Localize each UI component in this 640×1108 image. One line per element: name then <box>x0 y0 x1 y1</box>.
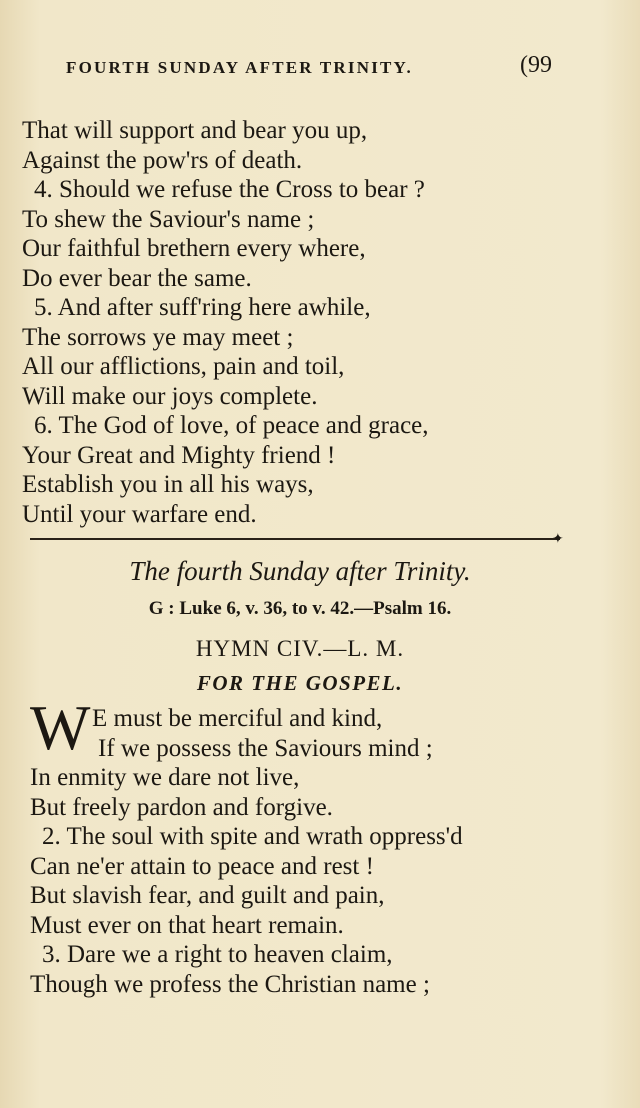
section-title: The fourth Sunday after Trinity. <box>129 556 471 586</box>
verse-line: Will make our joys complete. <box>22 382 318 410</box>
hymn-bottom-verses <box>22 704 602 999</box>
running-header: FOURTH SUNDAY AFTER TRINITY. <box>66 58 413 77</box>
verse-line: Our faithful brethern every where, <box>22 235 366 262</box>
verse-line: Can ne'er attain to peace and rest ! <box>30 852 374 880</box>
hymn-heading: HYMN CIV.—L. M. <box>195 636 405 661</box>
hymn-top-verses <box>22 116 602 529</box>
verse-line: If we possess the Saviours mind ; <box>98 734 433 762</box>
verse-line: 6. The God of love, of peace and grace, <box>34 412 429 439</box>
verse-line: 3. Dare we a right to heaven claim, <box>42 941 393 968</box>
scripture-reference: G : Luke 6, v. 36, to v. 42.—Psalm 16. <box>148 598 452 619</box>
verse-line: E must be merciful and kind, <box>92 705 383 732</box>
verse-line: 5. And after suff'ring here awhile, <box>34 294 371 321</box>
verse-line: That will support and bear you up, <box>22 117 368 144</box>
page-number: (99 <box>520 52 552 78</box>
drop-cap: W <box>30 692 91 763</box>
verse-line: The sorrows ye may meet ; <box>22 323 294 351</box>
verse-line: To shew the Saviour's name ; <box>22 205 315 233</box>
hymn-subheading: FOR THE GOSPEL. <box>196 671 404 695</box>
verse-line: Do ever bear the same. <box>22 264 252 292</box>
verse-line: 4. Should we refuse the Cross to bear ? <box>34 176 425 203</box>
verse-line: Your Great and Mighty friend ! <box>22 441 336 469</box>
section-divider <box>30 538 560 540</box>
divider-ornament: ✦ <box>552 531 564 547</box>
verse-line: Though we profess the Christian name ; <box>30 970 430 998</box>
verse-line: In enmity we dare not live, <box>30 764 300 791</box>
verse-line: But slavish fear, and guilt and pain, <box>30 882 385 909</box>
verse-line: Until your warfare end. <box>22 500 257 528</box>
verse-line: 2. The soul with spite and wrath oppress'd <box>42 823 463 850</box>
verse-line: All our afflictions, pain and toil, <box>22 353 345 380</box>
verse-line: But freely pardon and forgive. <box>30 793 333 821</box>
verse-line: Establish you in all his ways, <box>22 471 314 498</box>
verse-line: Against the pow'rs of death. <box>22 146 303 174</box>
verse-line: Must ever on that heart remain. <box>30 911 344 939</box>
